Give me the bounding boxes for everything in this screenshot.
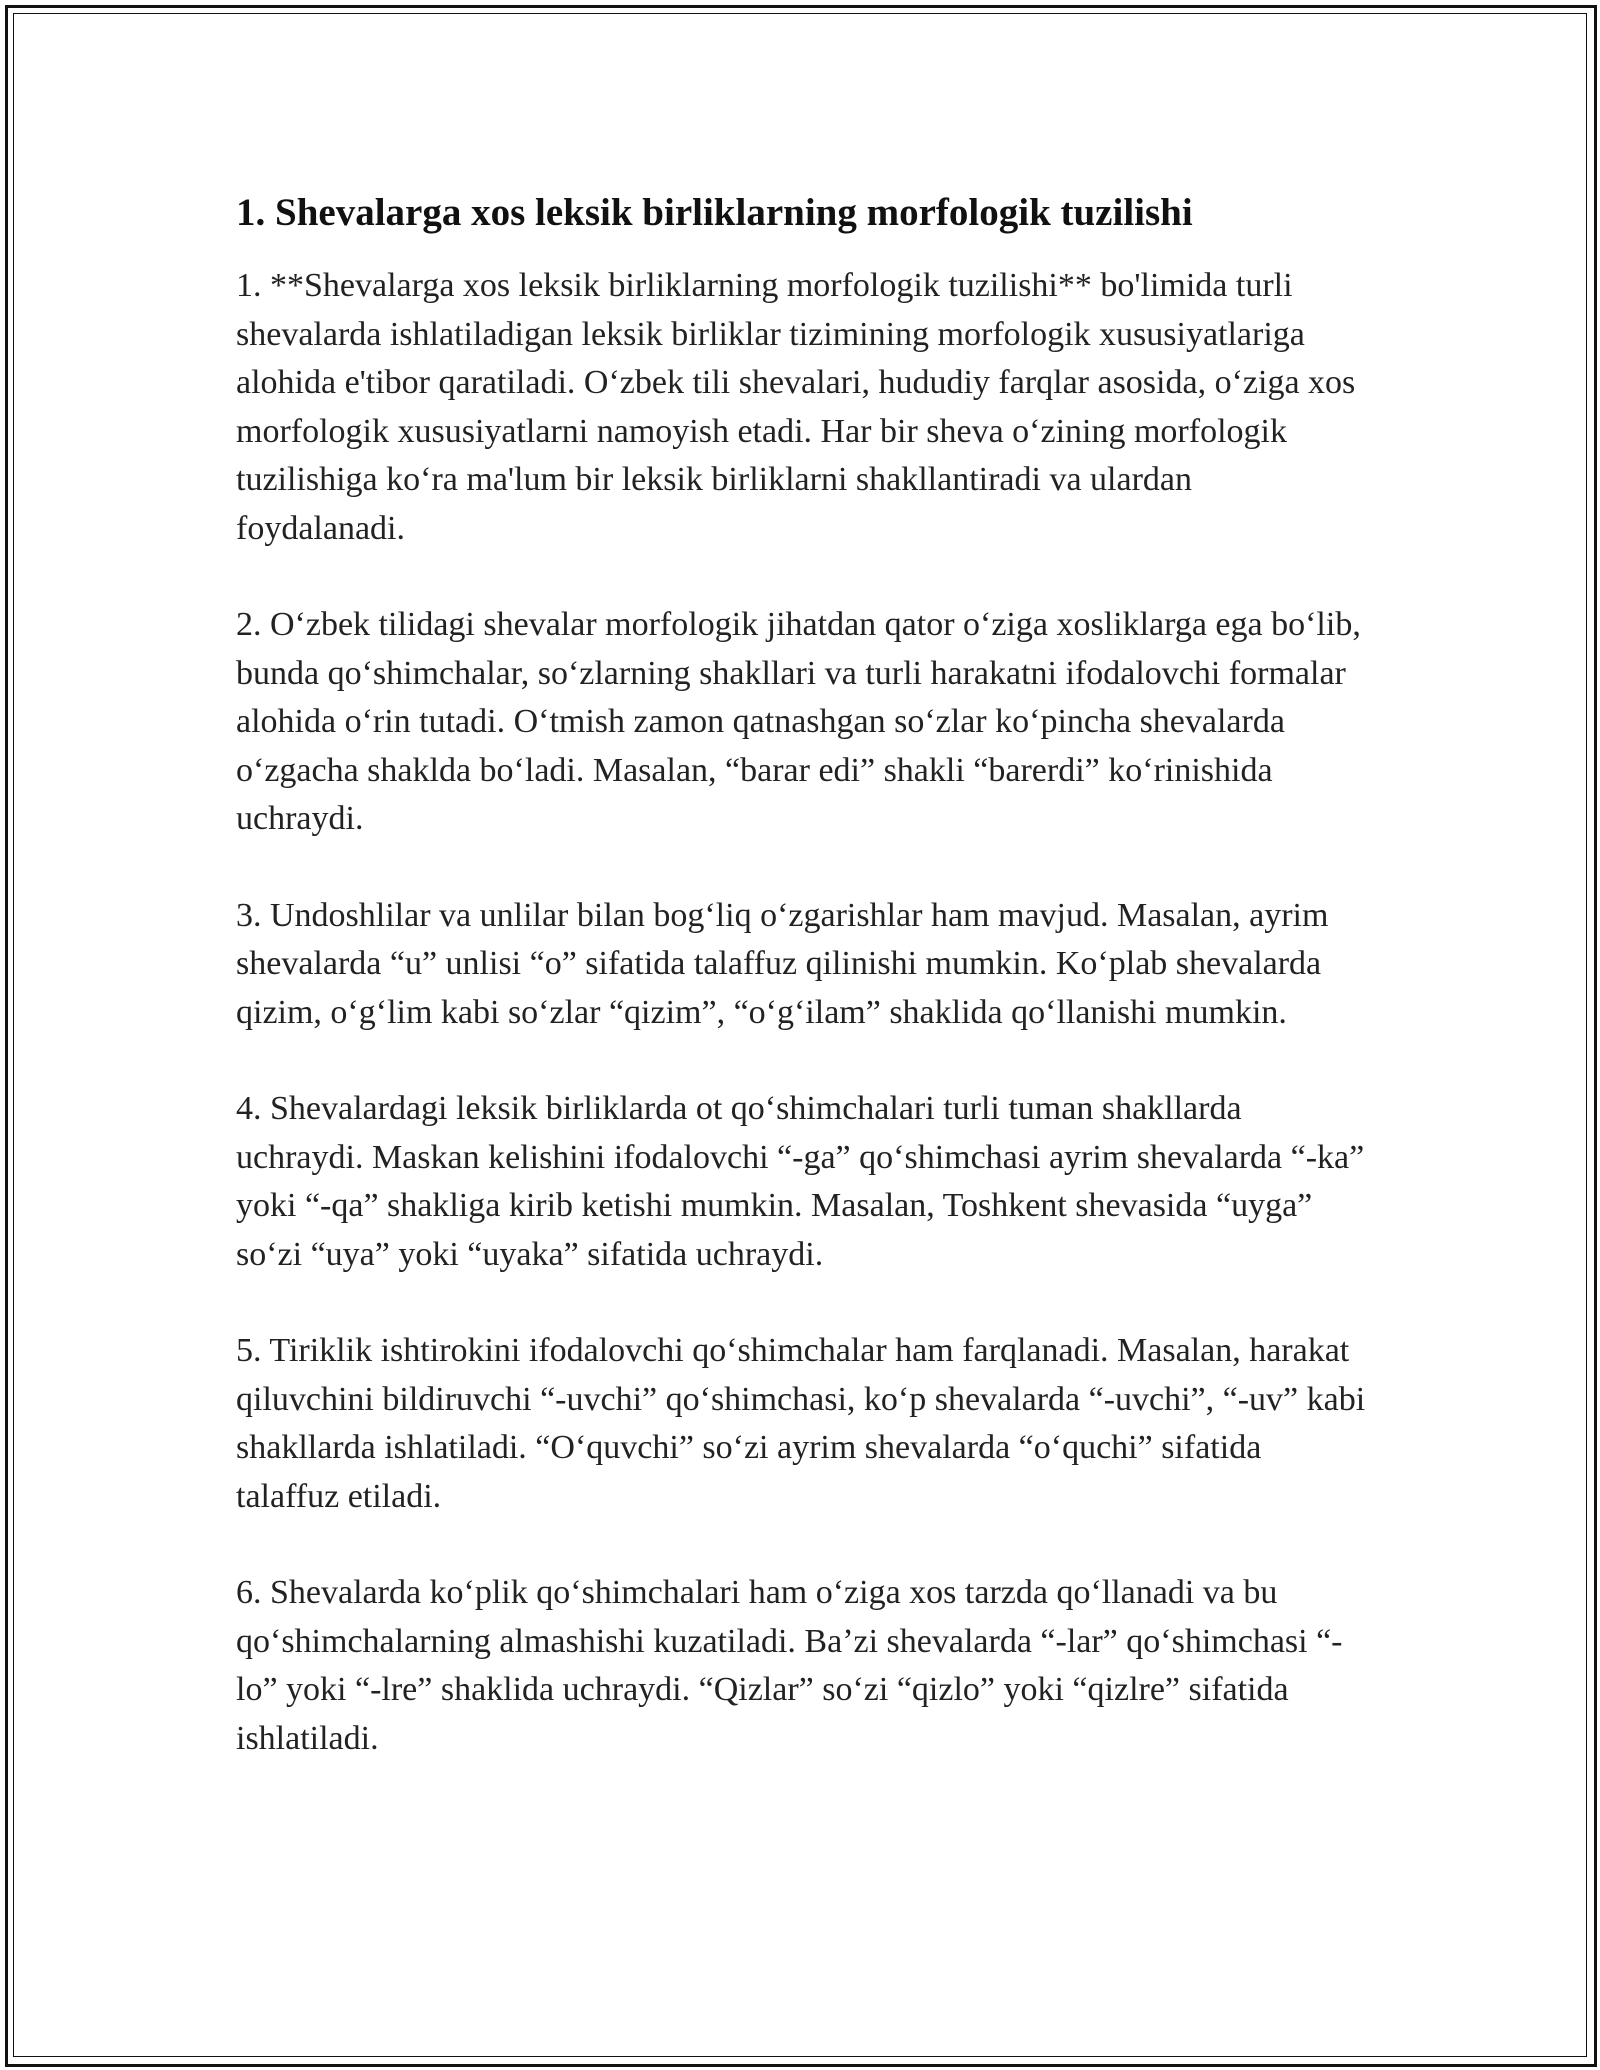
paragraph-6: 6. Shevalarda koʻplik qoʻshimchalari ham oʻziga xos tarzda qoʻllanadi va bu qoʻshimchalarning almashishi kuzatiladi. Baʼzi shevalarda “-lar” qoʻshimchasi “-lo” yoki “-lre” shaklida uchraydi. “Qizlar” soʻzi “qizlo” yoki “qizlre” sifatida ishlatiladi. (236, 1574, 1343, 1757)
paragraph-1: 1. **Shevalarga xos leksik birliklarning morfologik tuzilishi** bo'limida turli shevalarda ishlatiladigan leksik birliklar tizimining morfologik xususiyatlariga alohida e'tibor qaratiladi. Oʻzbek tili shevalari, hududiy farqlar asosida, oʻziga xos morfologik xususiyatlarni namoyish etadi. Har bir sheva oʻzining morfologik tuzilishiga koʻra ma'lum bir leksik birliklarni shakllantiradi va ulardan foydalanadi. (236, 267, 1356, 547)
paragraph-4: 4. Shevalardagi leksik birliklarda ot qoʻshimchalari turli tuman shakllarda uchraydi. Maskan kelishini ifodalovchi “-ga” qoʻshimchasi ayrim shevalarda “-ka” yoki “-qa” shakliga kirib ketishi mumkin. Masalan, Toshkent shevasida “uyga” soʻzi “uya” yoki “uyaka” sifatida uchraydi. (236, 1090, 1365, 1273)
document-title: 1. Shevalarga xos leksik birliklarning morfologik tuzilishi (236, 191, 1193, 234)
paragraph-2: 2. Oʻzbek tilidagi shevalar morfologik jihatdan qator oʻziga xosliklarga ega boʻlib, bunda qoʻshimchalar, soʻzlarning shakllari va turli harakatni ifodalovchi formalar alohida oʻrin tutadi. Oʻtmish zamon qatnashgan soʻzlar koʻpincha shevalarda oʻzgacha shaklda boʻladi. Masalan, “barar edi” shakli “barerdi” koʻrinishida uchraydi. (236, 606, 1361, 837)
paragraph-3: 3. Undoshlilar va unlilar bilan bogʻliq oʻzgarishlar ham mavjud. Masalan, ayrim shevalarda “u” unlisi “o” sifatida talaffuz qilinishi mumkin. Koʻplab shevalarda qizim, oʻgʻlim kabi soʻzlar “qizim”, “oʻgʻilam” shaklida qoʻllanishi mumkin. (236, 896, 1329, 1031)
paragraph-5: 5. Tiriklik ishtirokini ifodalovchi qoʻshimchalar ham farqlanadi. Masalan, harakat qiluvchini bildiruvchi “-uvchi” qoʻshimchasi, koʻp shevalarda “-uvchi”, “-uv” kabi shakllarda ishlatiladi. “Oʻquvchi” soʻzi ayrim shevalarda “oʻquchi” sifatida talaffuz etiladi. (236, 1332, 1366, 1515)
document-body (236, 188, 1366, 1811)
